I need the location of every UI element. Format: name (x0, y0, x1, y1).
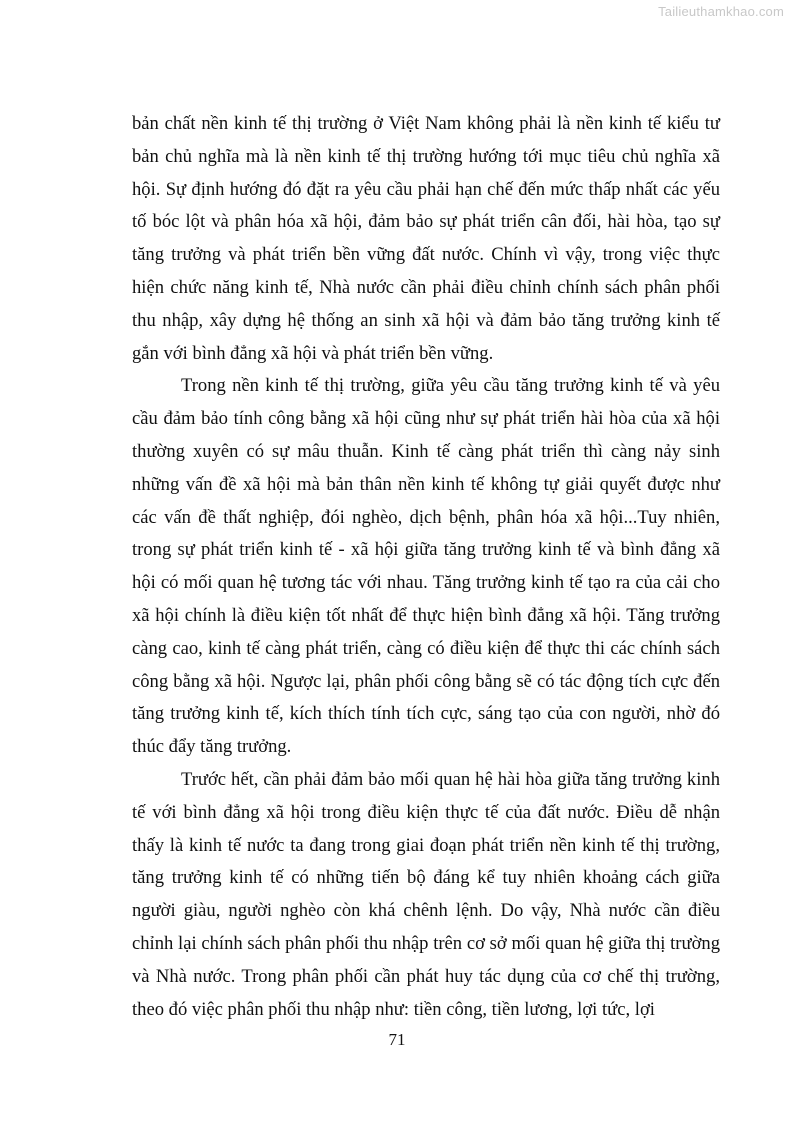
page-number: 71 (388, 1030, 406, 1049)
document-body (132, 108, 720, 1026)
paragraph-harmony: Trước hết, cần phải đảm bảo mối quan hệ hài hòa giữa tăng trưởng kinh tế với bình đẳng xã hội trong điều kiện thực tế của đất nước. Điều dễ nhận thấy là kinh tế nước ta đang trong giai đoạn phát triển nền kinh tế thị trường, tăng trưởng kinh tế có những tiến bộ đáng kể tuy nhiên khoảng cách giữa người giàu, người nghèo còn khá chênh lệnh. Do vậy, Nhà nước cần điều chỉnh lại chính sách phân phối thu nhập trên cơ sở mối quan hệ giữa thị trường và Nhà nước. Trong phân phối cần phát huy tác dụng của cơ chế thị trường, theo đó việc phân phối thu nhập như: tiền công, tiền lương, lợi tức, lợi (132, 768, 720, 1020)
paragraph-continued: bản chất nền kinh tế thị trường ở Việt Nam không phải là nền kinh tế kiểu tư bản chủ nghĩa mà là nền kinh tế thị trường hướng tới mục tiêu chủ nghĩa xã hội. Sự định hướng đó đặt ra yêu cầu phải hạn chế đến mức thấp nhất các yếu tố bóc lột và phân hóa xã hội, đảm bảo sự phát triển cân đối, hài hòa, tạo sự tăng trưởng và phát triển bền vững đất nước. Chính vì vậy, trong việc thực hiện chức năng kinh tế, Nhà nước cần phải điều chỉnh chính sách phân phối thu nhập, xây dựng hệ thống an sinh xã hội và đảm bảo tăng trưởng kinh tế gắn với bình đẳng xã hội và phát triển bền vững. (132, 113, 720, 364)
paragraph-growth-equity: Trong nền kinh tế thị trường, giữa yêu cầu tăng trưởng kinh tế và yêu cầu đảm bảo tính công bằng xã hội cũng như sự phát triển hài hòa của xã hội thường xuyên có sự mâu thuẫn. Kinh tế càng phát triển thì càng nảy sinh những vấn đề xã hội mà bản thân nền kinh tế không tự giải quyết được như các vấn đề thất nghiệp, đói nghèo, dịch bệnh, phân hóa xã hội...Tuy nhiên, trong sự phát triển kinh tế - xã hội giữa tăng trưởng kinh tế và bình đẳng xã hội có mối quan hệ tương tác với nhau. Tăng trưởng kinh tế tạo ra của cải cho xã hội chính là điều kiện tốt nhất để thực hiện bình đẳng xã hội. Tăng trưởng càng cao, kinh tế càng phát triển, càng có điều kiện để thực thi các chính sách công bằng xã hội. Ngược lại, phân phối công bằng sẽ có tác động tích cực đến tăng trưởng kinh tế, kích thích tính tích cực, sáng tạo của con người, nhờ đó thúc đẩy tăng trưởng. (132, 375, 720, 758)
watermark: Tailieuthamkhao.com (658, 4, 784, 19)
